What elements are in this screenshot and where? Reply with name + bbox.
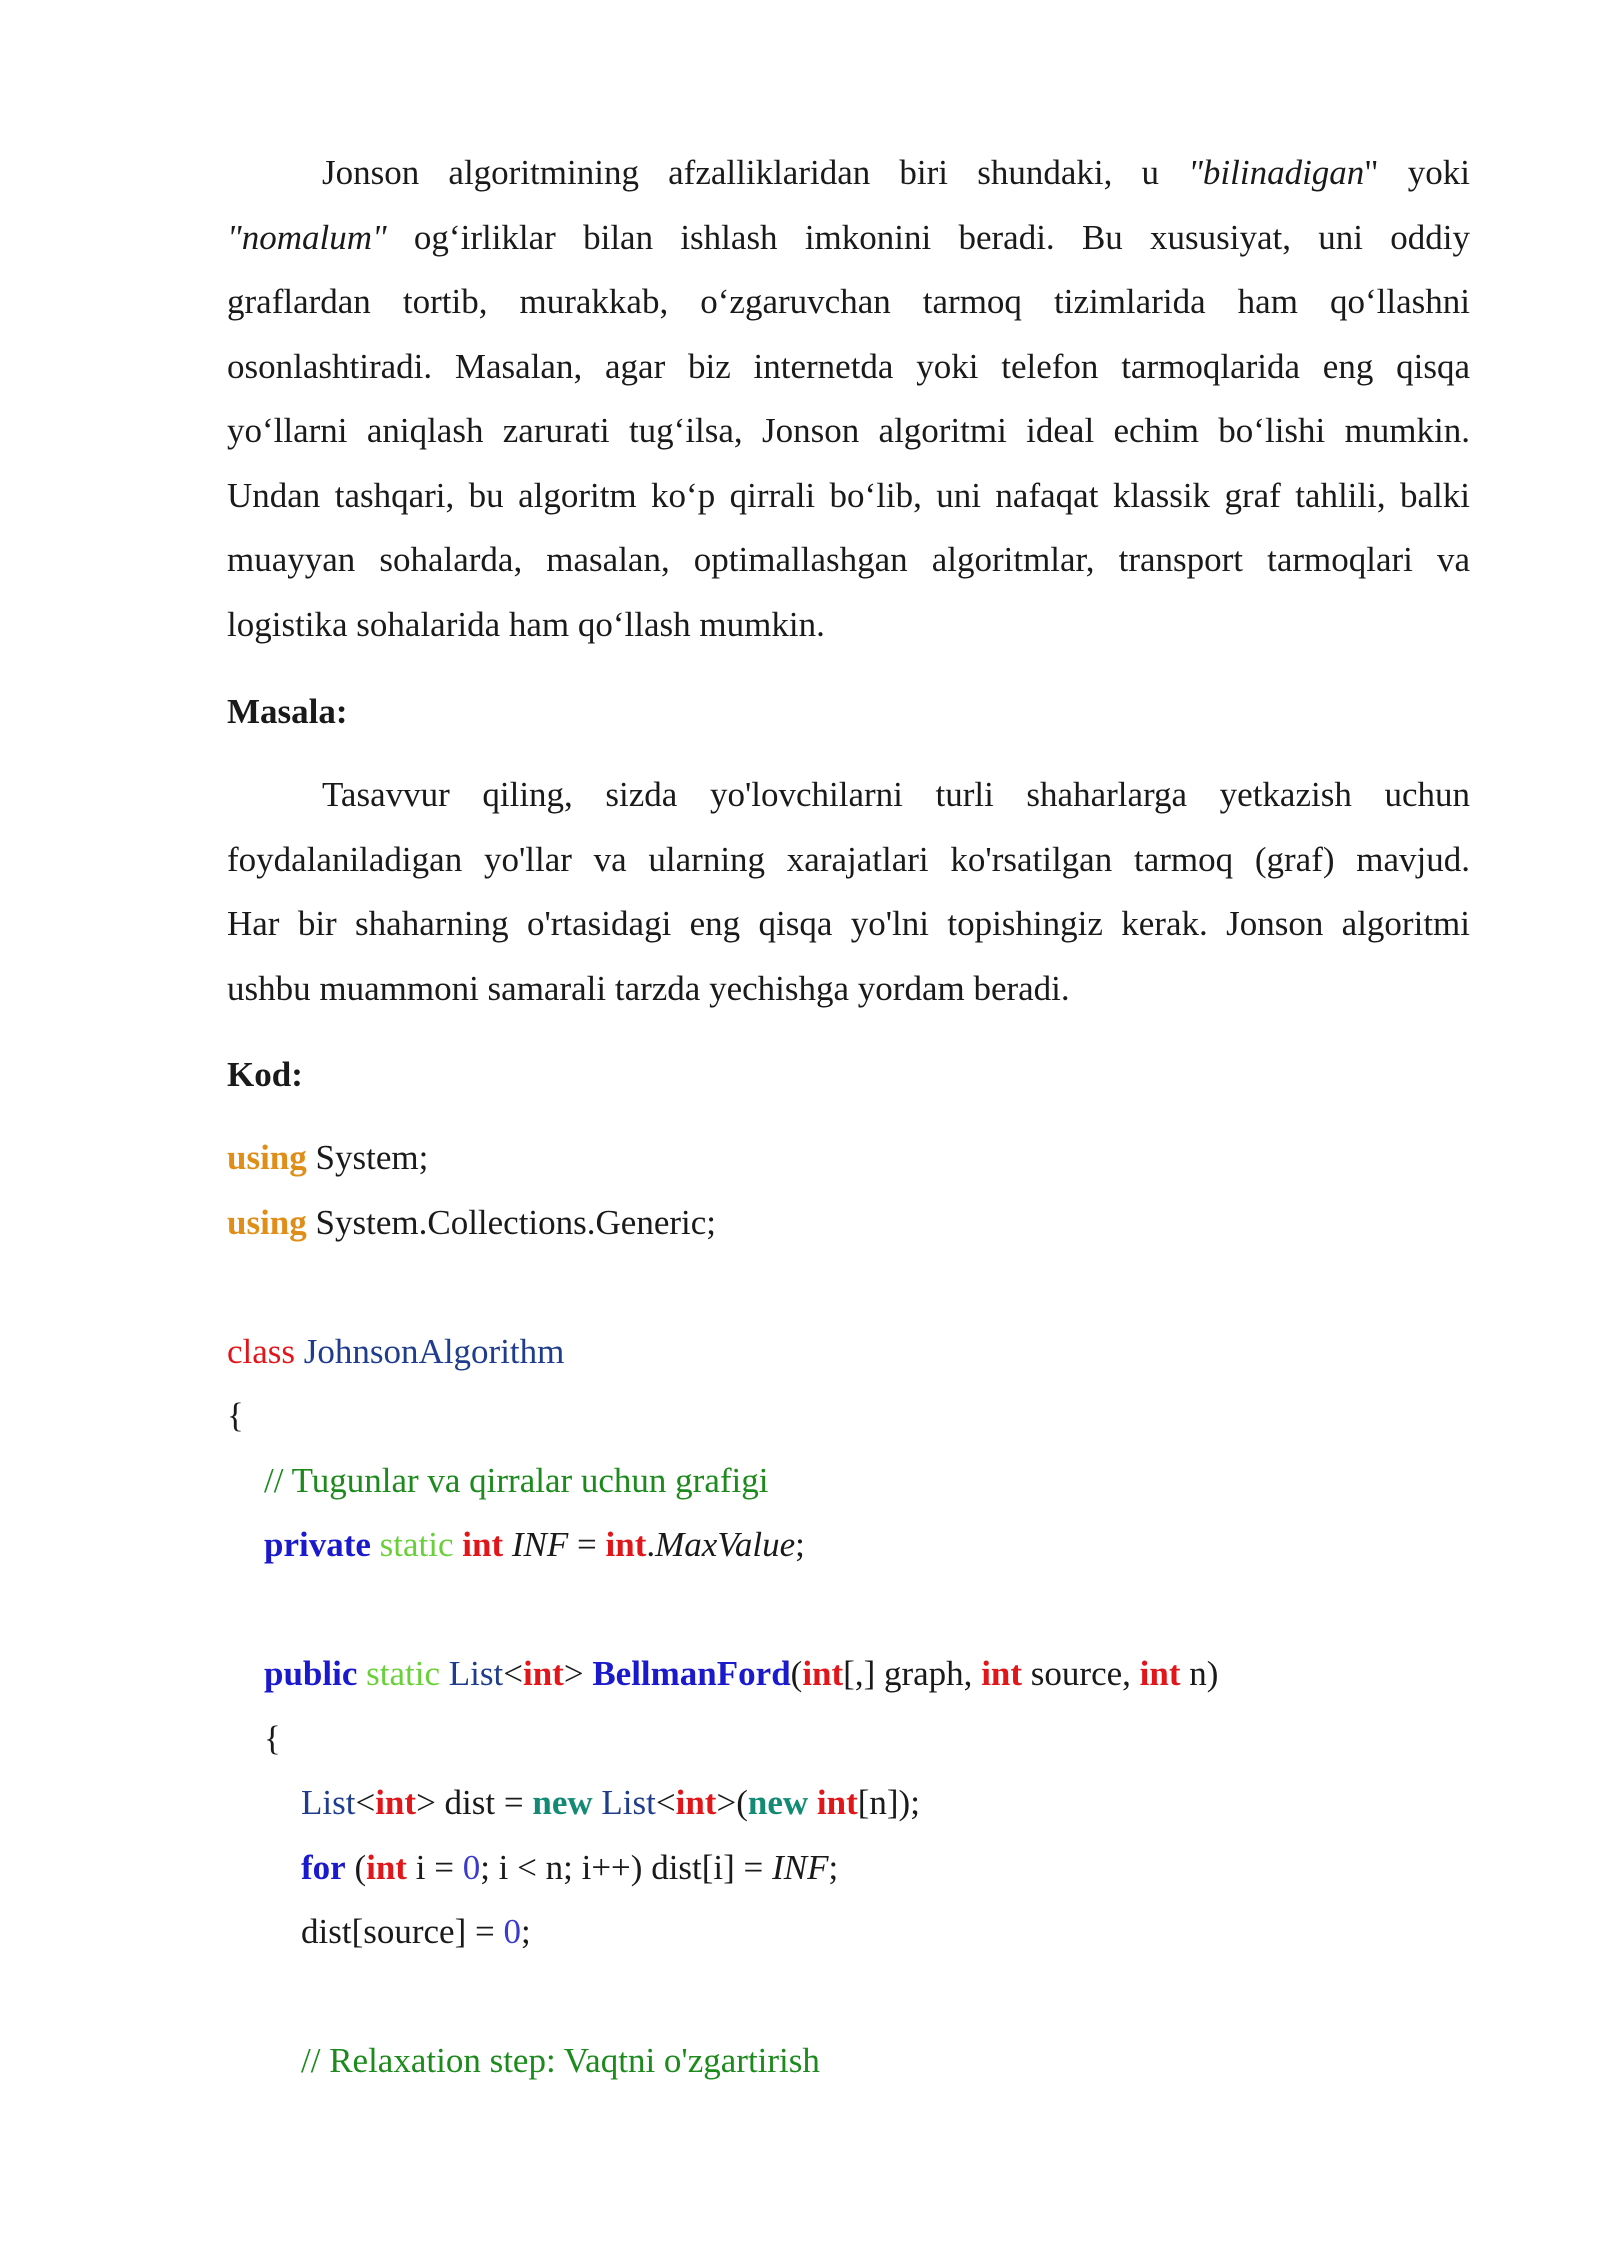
text-line <box>227 892 1470 957</box>
code-line <box>227 1255 1218 1320</box>
heading-kod: Kod: <box>227 1055 303 1094</box>
code-token-kw-int: int <box>1139 1654 1181 1693</box>
code-line <box>227 1320 1218 1385</box>
code-token-kw-int: int <box>802 1654 844 1693</box>
code-token: ; <box>795 1525 805 1564</box>
code-line <box>227 1578 1218 1643</box>
code-token-kw-new: new <box>532 1783 593 1822</box>
code-token: ; i < n; i++) dist[i] = <box>480 1847 773 1887</box>
code-line <box>227 1642 1218 1707</box>
text-line <box>227 335 1470 400</box>
code-token: n) <box>1180 1654 1219 1693</box>
code-token-kw-static: static <box>379 1525 454 1564</box>
code-token-kw-int: int <box>981 1654 1023 1693</box>
code-token-method: BellmanFord <box>592 1654 791 1693</box>
code-token: >( <box>716 1783 748 1822</box>
code-token-kw-int: int <box>375 1783 417 1822</box>
code-line <box>227 1191 1218 1256</box>
text-span: "bilinadigan <box>1188 153 1365 192</box>
code-token: System.Collections.Generic; <box>306 1202 717 1242</box>
code-token: source, <box>1022 1654 1140 1693</box>
code-token-num: 0 <box>462 1847 481 1887</box>
text-span: "nomalum" <box>227 217 387 257</box>
code-token-kw-int: int <box>366 1847 407 1887</box>
code-token: = <box>568 1525 606 1564</box>
code-token: < <box>355 1783 376 1822</box>
code-line <box>227 1771 1218 1836</box>
text-line <box>227 593 1470 658</box>
text-span: " yoki <box>1364 153 1470 192</box>
text-span: Undan tashqari, bu algoritm ko‘p qirrali bo‘lib, uni nafaqat klassik graf tahlili, balki <box>227 475 1470 515</box>
code-token: . <box>646 1525 656 1564</box>
text-span: osonlashtiradi. Masalan, agar biz internetda yoki telefon tarmoqlarida eng qisqa <box>227 346 1470 386</box>
paragraph-problem-statement <box>227 763 1470 1021</box>
code-token <box>503 1525 512 1564</box>
code-token-kw-private: public <box>264 1654 358 1693</box>
code-token: i = <box>406 1847 463 1887</box>
code-token-kw-int: int <box>605 1525 647 1564</box>
code-token-num: 0 <box>503 1912 521 1951</box>
code-line <box>227 1836 1218 1901</box>
code-token-comment: // Tugunlar va qirralar uchun grafigi <box>264 1460 769 1500</box>
code-line <box>227 1449 1218 1514</box>
code-line <box>227 1965 1218 2030</box>
code-token-ital: MaxValue <box>655 1525 796 1564</box>
code-line <box>227 1900 1218 1965</box>
text-line <box>227 828 1470 893</box>
code-block <box>227 1126 1218 2094</box>
text-line <box>227 399 1470 464</box>
text-span: Jonson algoritmining afzalliklaridan biri shundaki, u <box>322 153 1189 192</box>
text-span: Tasavvur qiling, sizda yo'lovchilarni turli shaharlarga yetkazish uchun <box>322 775 1470 814</box>
code-token: System; <box>306 1138 429 1177</box>
code-line <box>227 2029 1218 2094</box>
code-token-ital: INF <box>772 1847 829 1887</box>
code-token-type-name: List <box>448 1654 504 1693</box>
code-token-comment: // Relaxation step: Vaqtni o'zgartirish <box>301 2041 820 2080</box>
code-token: < <box>503 1654 523 1693</box>
text-line <box>227 270 1470 335</box>
code-token <box>371 1525 380 1564</box>
code-token: ( <box>345 1847 367 1887</box>
code-token: > <box>563 1654 593 1693</box>
text-span: Har bir shaharning o'rtasidagi eng qisqa yo'lni topishingiz kerak. Jonson algoritmi <box>227 904 1470 943</box>
code-token: { <box>264 1718 281 1758</box>
text-span: logistika sohalarida ham qo‘llash mumkin. <box>227 604 825 644</box>
code-token <box>440 1654 449 1693</box>
code-token-kw-static: static <box>366 1654 441 1693</box>
code-token-kw-int: int <box>816 1783 858 1822</box>
text-span: graflardan tortib, murakkab, o‘zgaruvchan tarmoq tizimlarida ham qo‘llashni <box>227 282 1470 321</box>
code-token-kw-class: class <box>227 1331 296 1371</box>
text-span: yo‘llarni aniqlash zarurati tug‘ilsa, Jonson algoritmi ideal echim bo‘lishi mumkin. <box>227 411 1470 450</box>
code-token-type-name: List <box>601 1783 656 1822</box>
code-token: ( <box>790 1654 803 1693</box>
code-token <box>295 1332 304 1371</box>
code-token: [n]); <box>857 1783 920 1822</box>
text-line <box>227 957 1470 1022</box>
code-token: [,] graph, <box>843 1654 982 1693</box>
code-token-kw-int: int <box>675 1783 717 1822</box>
text-line <box>227 141 1470 206</box>
code-token: ; <box>520 1912 531 1951</box>
code-token: ; <box>828 1847 839 1887</box>
code-token: < <box>655 1783 676 1822</box>
text-line <box>227 528 1470 593</box>
code-token-kw-private: private <box>264 1525 371 1564</box>
code-token: > dist = <box>416 1783 533 1822</box>
code-line <box>227 1384 1218 1449</box>
code-token-kw-new: new <box>747 1783 809 1822</box>
text-span: og‘irliklar bilan ishlash imkonini beradi. Bu xususiyat, uni oddiy <box>386 217 1470 257</box>
text-span: muayyan sohalarda, masalan, optimallashgan algoritmlar, transport tarmoqlari va <box>227 540 1470 579</box>
code-token-kw-int: int <box>522 1654 564 1693</box>
code-token-type-name: JohnsonAlgorithm <box>303 1331 565 1371</box>
code-token-kw-using: using <box>227 1138 307 1177</box>
text-span: ushbu muammoni samarali tarzda yechishga yordam beradi. <box>227 968 1070 1008</box>
code-token <box>808 1783 817 1822</box>
code-token <box>454 1525 463 1564</box>
text-line <box>227 763 1470 828</box>
text-line <box>227 206 1470 271</box>
code-token <box>357 1654 366 1693</box>
code-token-kw-using: using <box>227 1202 307 1242</box>
code-token-ital: INF <box>511 1525 569 1564</box>
text-line <box>227 464 1470 529</box>
code-token-kw-int: int <box>462 1525 504 1564</box>
text-span: foydalaniladigan yo'llar va ularning xarajatlari ko'rsatilgan tarmoq (graf) mavjud. <box>227 839 1470 879</box>
code-line <box>227 1513 1218 1578</box>
paragraph-johnson-advantages <box>227 141 1470 657</box>
code-token-kw-for: for <box>301 1847 346 1887</box>
code-token: dist[source] = <box>301 1912 504 1951</box>
code-line <box>227 1707 1218 1772</box>
code-token: { <box>227 1396 244 1435</box>
code-token-type-name: List <box>301 1783 356 1822</box>
heading-masala: Masala: <box>227 692 348 731</box>
code-line <box>227 1126 1218 1191</box>
